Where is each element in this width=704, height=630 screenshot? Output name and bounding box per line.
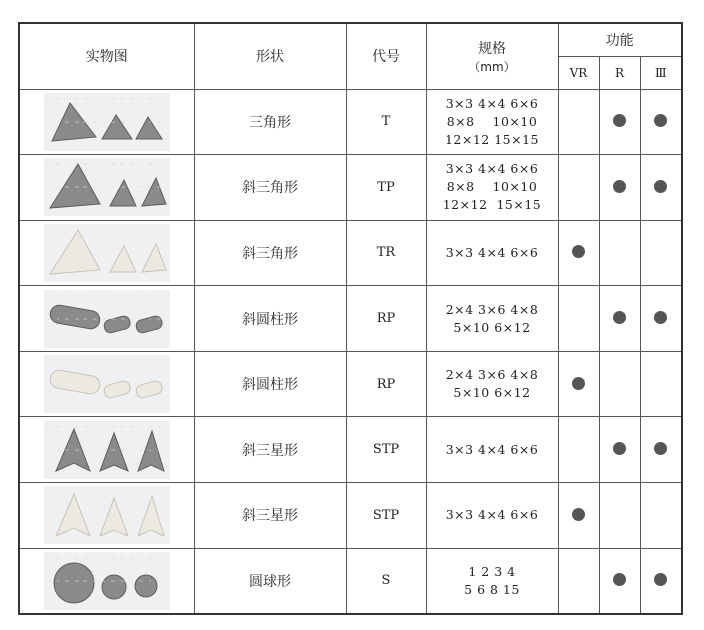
function-cell-r [599,483,640,549]
function-cell-vr [558,417,599,483]
photo-cell [19,89,194,155]
sizes-cell: 3×3 4×4 6×6 8×8 10×10 12×12 15×15 [426,155,558,221]
function-dot-icon [572,508,585,521]
sizes-cell: 1 2 3 4 5 6 8 15 [426,548,558,614]
table-row [19,548,682,614]
function-cell-vr [558,548,599,614]
shape-cell: 斜三星形 [194,483,346,549]
sizes-cell: 3×3 4×4 6×6 [426,417,558,483]
photo-cell [19,220,194,286]
table-row [19,417,682,483]
table-row [19,155,682,221]
code-cell: S [346,548,426,614]
product-photo-gray-slanted-cylinder-stones [44,290,170,348]
shape-cell: 三角形 [194,89,346,155]
function-cell-iii [640,89,682,155]
code-cell: RP [346,286,426,352]
function-cell-iii [640,483,682,549]
table-row [19,483,682,549]
sizes-cell: 3×3 4×4 6×6 [426,483,558,549]
function-cell-iii [640,155,682,221]
photo-cell [19,351,194,417]
header-func-iii: Ⅲ [640,56,682,89]
table-row [19,89,682,155]
function-cell-vr [558,351,599,417]
function-dot-icon [654,573,667,586]
product-photo-white-slanted-triangle-stones [44,224,170,282]
function-dot-icon [613,180,626,193]
function-cell-iii [640,417,682,483]
code-cell: STP [346,483,426,549]
function-cell-r [599,220,640,286]
function-dot-icon [654,114,667,127]
function-cell-iii [640,548,682,614]
function-dot-icon [613,442,626,455]
header-function: 功能 [558,23,682,56]
table-row [19,220,682,286]
shape-cell: 斜圆柱形 [194,286,346,352]
function-cell-vr [558,286,599,352]
function-dot-icon [613,311,626,324]
sizes-cell: 3×3 4×4 6×6 [426,220,558,286]
function-cell-iii [640,286,682,352]
function-dot-icon [654,180,667,193]
function-cell-iii [640,220,682,286]
sizes-cell: 2×4 3×6 4×8 5×10 6×12 [426,286,558,352]
sizes-cell: 2×4 3×6 4×8 5×10 6×12 [426,351,558,417]
product-photo-gray-tri-star-stones [44,421,170,479]
spec-table [18,22,683,615]
product-photo-white-slanted-cylinder-stones [44,355,170,413]
function-dot-icon [572,377,585,390]
code-cell: RP [346,351,426,417]
product-photo-gray-ball-stones [44,552,170,610]
photo-cell [19,483,194,549]
header-spec [426,23,558,89]
function-dot-icon [654,442,667,455]
function-cell-iii [640,351,682,417]
shape-cell: 圆球形 [194,548,346,614]
table-row [19,286,682,352]
function-cell-r [599,351,640,417]
function-cell-r [599,417,640,483]
product-photo-gray-slanted-triangle-stones [44,158,170,216]
shape-cell: 斜三角形 [194,220,346,286]
function-dot-icon [572,245,585,258]
header-spec-title: 规格 [478,40,506,57]
code-cell: T [346,89,426,155]
header-spec-unit: （mm） [468,59,516,74]
function-cell-vr [558,483,599,549]
function-cell-r [599,155,640,221]
product-photo-gray-triangle-stones [44,93,170,151]
photo-cell [19,155,194,221]
function-cell-r [599,286,640,352]
function-cell-vr [558,155,599,221]
function-dot-icon [613,114,626,127]
shape-cell: 斜圆柱形 [194,351,346,417]
photo-cell [19,548,194,614]
function-dot-icon [613,573,626,586]
table-row [19,351,682,417]
shape-cell: 斜三角形 [194,155,346,221]
header-code: 代号 [346,23,426,89]
sizes-cell: 3×3 4×4 6×6 8×8 10×10 12×12 15×15 [426,89,558,155]
function-cell-vr [558,89,599,155]
header-shape: 形状 [194,23,346,89]
product-photo-white-tri-star-stones [44,486,170,544]
function-cell-r [599,89,640,155]
header-func-r: R [599,56,640,89]
function-cell-vr [558,220,599,286]
code-cell: STP [346,417,426,483]
header-photo: 实物图 [19,23,194,89]
code-cell: TP [346,155,426,221]
function-dot-icon [654,311,667,324]
photo-cell [19,417,194,483]
photo-cell [19,286,194,352]
header-func-vr: VR [558,56,599,89]
shape-cell: 斜三星形 [194,417,346,483]
function-cell-r [599,548,640,614]
code-cell: TR [346,220,426,286]
